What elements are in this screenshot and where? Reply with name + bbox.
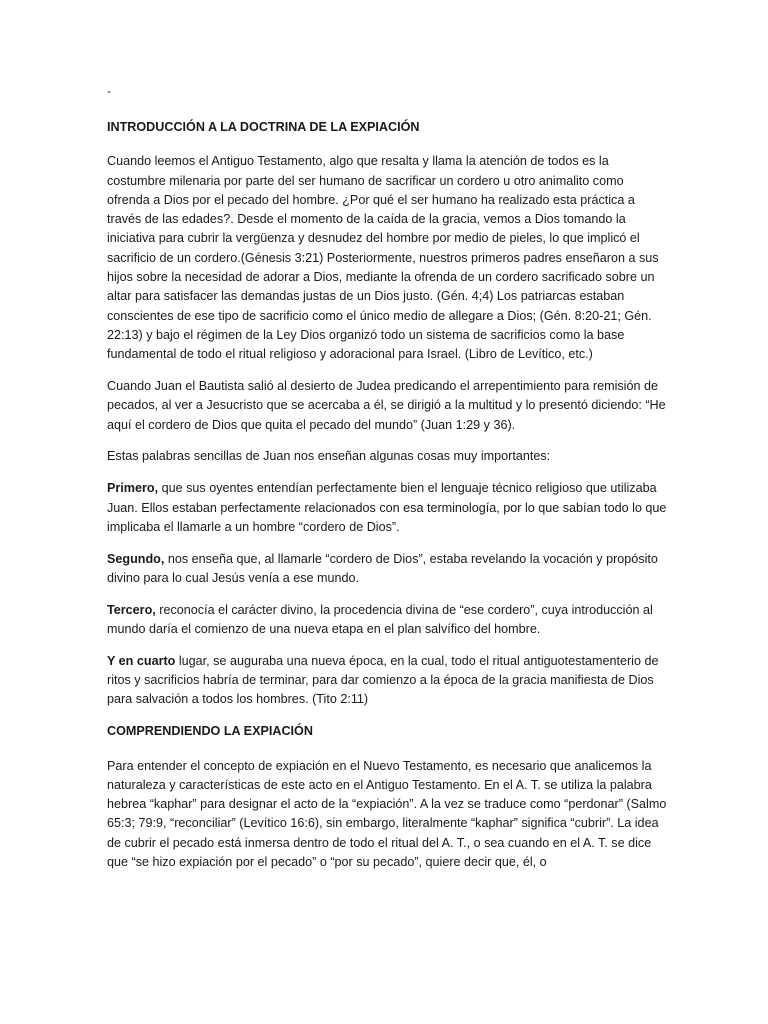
lead-segundo: Segundo, [107, 551, 165, 566]
text-primero: que sus oyentes entendían perfectamente bien el lenguaje técnico religioso que utilizaba Juan. Ellos estaban perfectamente relacionados con esa terminología, por lo que sabían todo lo que implicaba el llamarle a un hombre “cordero de Dios”. [107, 481, 667, 534]
text-cuarto: lugar, se auguraba una nueva época, en la cual, todo el ritual antiguotestamenterio de ritos y sacrificios habría de terminar, para dar comienzo a la época de la gracia manifiesta de Dios para salvación a todos los hombres. (Tito 2:11) [107, 653, 659, 707]
paragraph-1: Cuando leemos el Antiguo Testamento, algo que resalta y llama la atención de todos es la costumbre milenaria por parte del ser humano de sacrificar un cordero u otro animalito como ofrenda a Dios por el pecado del hombre. ¿Por qué el ser humano ha realizado esta práctica a través de las edades?. Desde el momento de la caída de la gracia, vemos a Dios tomando la iniciativa para cubrir la vergüenza y desnudez del hombre por medio de pieles, lo que implicó el sacrificio de un cordero.(Génesis 3:21) Posteriormente, nuestros primeros padres enseñaron a sus hijos sobre la necesidad de adorar a Dios, mediante la ofrenda de un cordero sacrificado sobre un altar para satisfacer las demandas justas de un Dios justo. (Gén. 4;4) Los patriarcas estaban conscientes de ese tipo de sacrificio como el único medio de allegare a Dios; (Gén. 8:20-21; Gén. 22:13) y bajo el régimen de la Ley Dios organizó todo un sistema de sacrificios como la base fundamental de todo el ritual religioso y adoracional para Israel. (Libro de Levítico, etc.) [107, 154, 659, 362]
text-segundo: nos enseña que, al llamarle “cordero de Dios”, estaba revelando la vocación y propósito divino para lo cual Jesús venía a ese mundo. [107, 551, 658, 585]
heading-comprendiendo: COMPRENDIENDO LA EXPIACIÓN [107, 724, 313, 739]
lead-tercero: Tercero, [107, 602, 156, 617]
paragraph-3: Estas palabras sencillas de Juan nos enseñan algunas cosas muy importantes: [107, 449, 551, 464]
heading-introduccion: INTRODUCCIÓN A LA DOCTRINA DE LA EXPIACIÓN [107, 120, 420, 134]
lead-primero: Primero, [107, 481, 159, 496]
paragraph-primero [107, 479, 668, 537]
lead-mark: - [107, 84, 111, 98]
text-tercero: reconocía el carácter divino, la procedencia divina de “ese cordero”, cuya introducción al mundo daría el comienzo de una nueva etapa en el plan salvífico del hombre. [107, 602, 653, 637]
lead-cuarto: Y en cuarto [107, 653, 176, 668]
paragraph-2: Cuando Juan el Bautista salió al desierto de Judea predicando el arrepentimiento para remisión de pecados, al ver a Jesucristo que se acercaba a él, se dirigió a la multitud y lo presentó diciendo: “He aquí el cordero de Dios que quita el pecado del mundo” (Juan 1:29 y 36). [107, 379, 666, 432]
paragraph-segundo [107, 550, 668, 589]
paragraph-tercero [107, 601, 668, 640]
paragraph-cuarto [107, 652, 668, 710]
paragraph-8: Para entender el concepto de expiación en el Nuevo Testamento, es necesario que analicemos la naturaleza y características de este acto en el Antiguo Testamento. En el A. T. se utiliza la palabra hebrea “kaphar” para designar el acto de la “expiación”. A la vez se traduce como “perdonar” (Salmo 65:3; 79:9, “reconciliar” (Levítico 16:6), sin embargo, literalmente “kaphar” significa “cubrir”. La idea de cubrir el pecado está inmersa dentro de todo el ritual del A. T., o sea cuando en el A. T. se dice que “se hizo expiación por el pecado” o “por su pecado”, quiere decir que, él, o [107, 758, 667, 869]
